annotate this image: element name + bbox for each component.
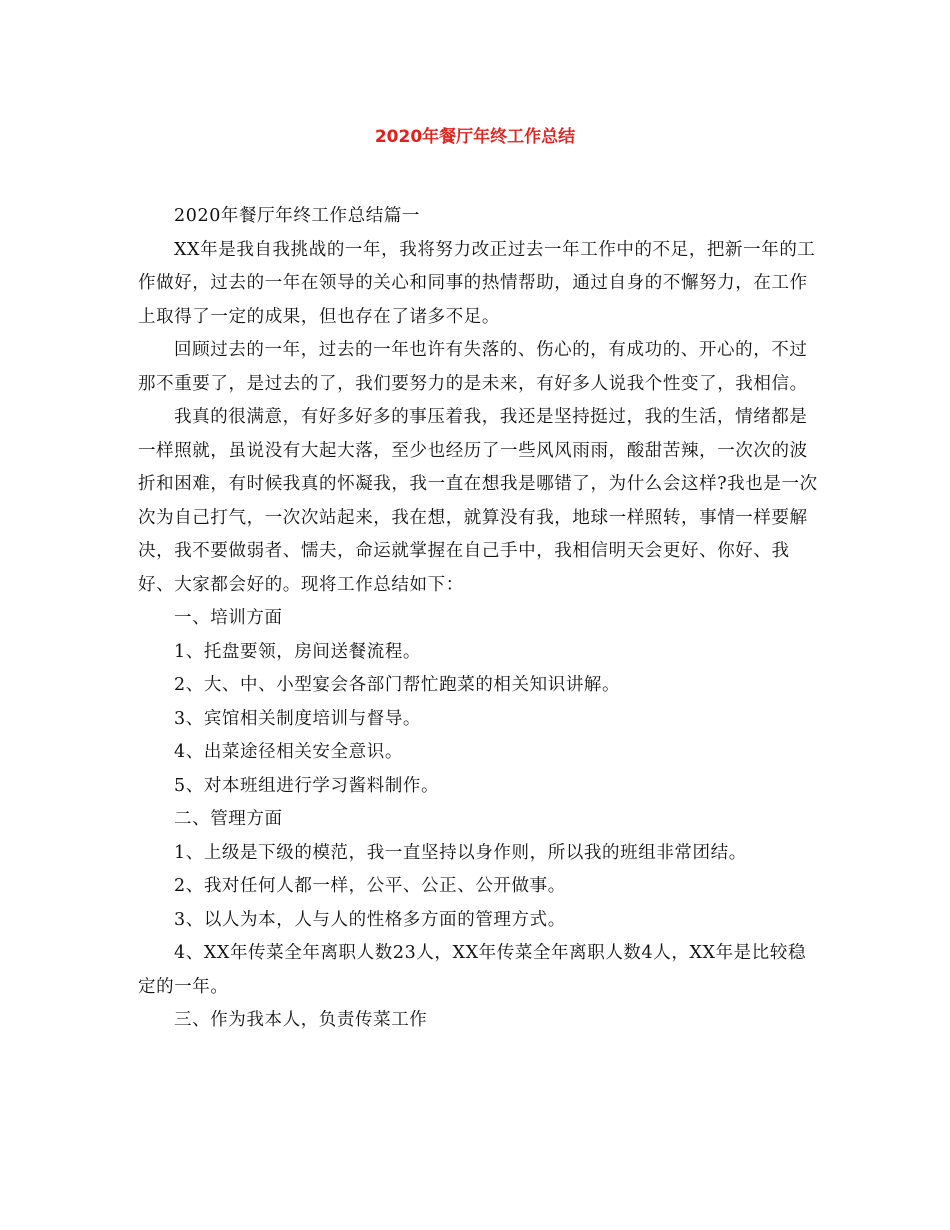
list-item: 4、XX年传菜全年离职人数23人，XX年传菜全年离职人数4人，XX年是比较稳定的一年。 xyxy=(138,943,807,997)
paragraph: 我真的很满意，有好多好多的事压着我，我还是坚持挺过，我的生活，情绪都是一样照就，虽说没有大起大落，至少也经历了一些风风雨雨，酸甜苦辣，一次次的波折和困难，有时候我真的怀凝我，我一直在想我是哪错了，为什么会这样?我也是一次次为自己打气，一次次站起来，我在想，就算没有我，地球一样照转，事情一样要解决，我不要做弱者、懦夫，命运就掌握在自己手中，我相信明天会更好、你好、我好、大家都会好的。现将工作总结如下： xyxy=(138,407,818,595)
list-item: 2、大、中、小型宴会各部门帮忙跑菜的相关知识讲解。 xyxy=(174,675,621,695)
paragraph: XX年是我自我挑战的一年，我将努力改正过去一年工作中的不足，把新一年的工作做好，过去的一年在领导的关心和同事的热情帮助，通过自身的不懈努力，在工作上取得了一定的成果，但也存在了诸多不足。 xyxy=(138,239,816,327)
section-heading: 2020年餐厅年终工作总结篇一 xyxy=(174,206,421,226)
list-item: 1、上级是下级的模范，我一直坚持以身作则，所以我的班组非常团结。 xyxy=(174,842,747,863)
paragraph: 回顾过去的一年，过去的一年也许有失落的、伤心的，有成功的、开心的，不过那不重要了，是过去的了，我们要努力的是未来，有好多人说我个性变了，我相信。 xyxy=(138,340,808,394)
document-title: 2020年餐厅年终工作总结 xyxy=(374,127,576,147)
list-item: 2、我对任何人都一样，公平、公正、公开做事。 xyxy=(174,876,566,896)
list-item: 1、托盘要领，房间送餐流程。 xyxy=(174,641,422,662)
section-heading: 三、作为我本人，负责传菜工作 xyxy=(174,1010,428,1030)
list-item: 4、出菜途径相关安全意识。 xyxy=(174,742,403,762)
list-item: 3、以人为本，人与人的性格多方面的管理方式。 xyxy=(174,909,566,930)
section-heading: 二、管理方面 xyxy=(174,809,283,829)
section-heading: 一、培训方面 xyxy=(174,608,283,628)
list-item: 5、对本班组进行学习酱料制作。 xyxy=(174,775,440,796)
document-body xyxy=(138,200,818,1038)
list-item: 3、宾馆相关制度培训与督导。 xyxy=(174,708,422,729)
